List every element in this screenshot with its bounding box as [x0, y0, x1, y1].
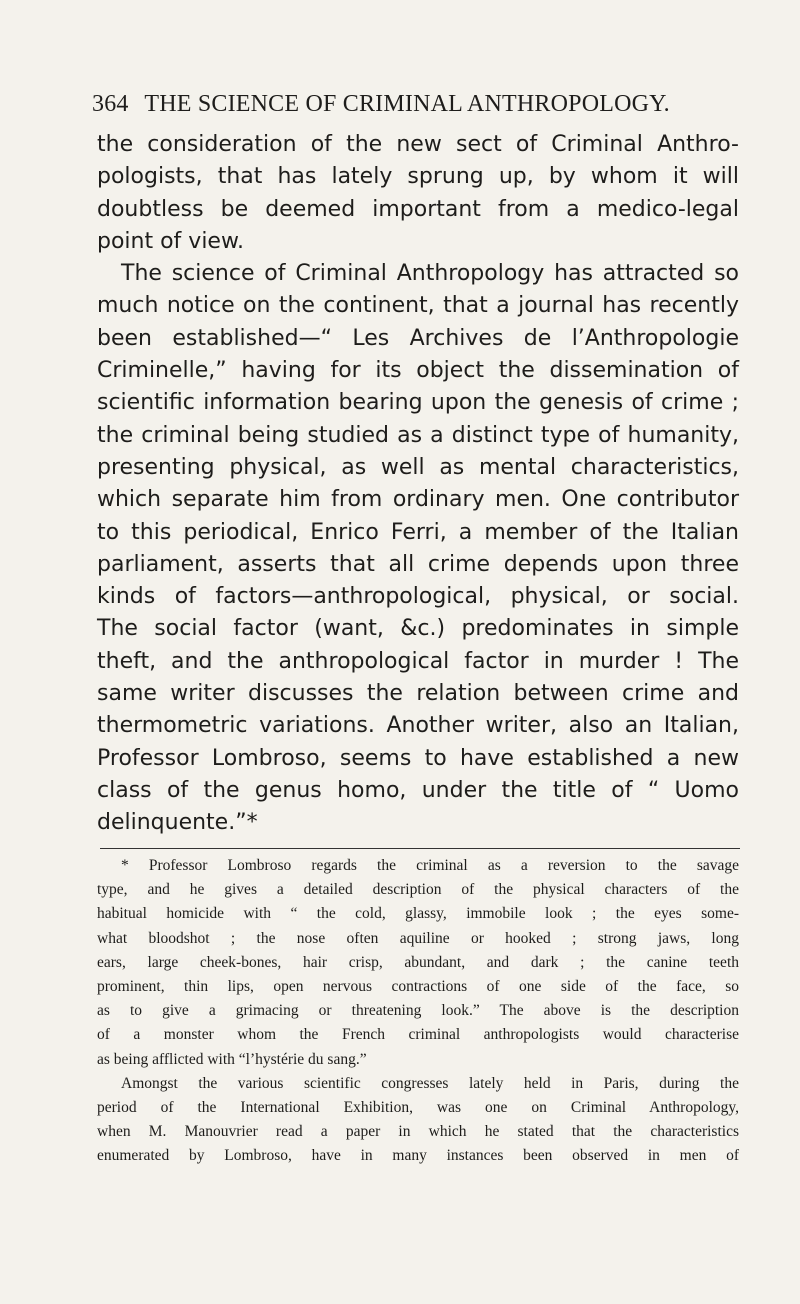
- body-line: pologists, that has lately sprung up, by whom it will: [97, 164, 739, 190]
- body-line: thermometric variations. Another writer, also an Italian,: [97, 713, 739, 739]
- footnote-line: Amongst the various scientific congresses lately held in Paris, during the: [121, 1074, 739, 1092]
- running-title: THE SCIENCE OF CRIMINAL ANTHROPOLOGY.: [144, 91, 670, 117]
- footnote-divider: [100, 848, 740, 849]
- body-line: parliament, asserts that all crime depends upon three: [97, 551, 739, 577]
- body-line: the criminal being studied as a distinct type of humanity,: [97, 422, 739, 448]
- body-line: Professor Lombroso, seems to have established a new: [97, 745, 739, 771]
- footnote-line: when M. Manouvrier read a paper in which he stated that the characteristics: [97, 1123, 739, 1141]
- body-line: to this periodical, Enrico Ferri, a member of the Italian: [97, 519, 739, 545]
- body-line: delinquente.”*: [97, 810, 258, 836]
- body-line: class of the genus homo, under the title of “ Uomo: [97, 777, 739, 803]
- body-line: point of view.: [97, 228, 244, 254]
- footnote-line: * Professor Lombroso regards the criminal as a reversion to the savage: [121, 857, 739, 874]
- body-line: much notice on the continent, that a journal has recently: [97, 293, 739, 319]
- body-text: [97, 129, 739, 840]
- body-line: theft, and the anthropological factor in murder ! The: [97, 648, 739, 674]
- body-line: same writer discusses the relation between crime and: [97, 681, 739, 707]
- body-line: Criminelle,” having for its object the dissemination of: [97, 358, 739, 384]
- footnote-line: what bloodshot ; the nose often aquiline or hooked ; strong jaws, long: [97, 929, 739, 947]
- body-line: which separate him from ordinary men. One contributor: [97, 487, 739, 513]
- footnote-line: as to give a grimacing or threatening look.” The above is the description: [97, 1002, 739, 1020]
- body-line: kinds of factors—anthropological, physical, or social.: [97, 584, 739, 610]
- body-line: been established—“ Les Archives de l’Anthropologie: [97, 325, 739, 351]
- body-line: the consideration of the new sect of Criminal Anthro-: [97, 132, 739, 157]
- body-line: doubtless be deemed important from a medico-legal: [97, 196, 739, 222]
- footnote-line: prominent, thin lips, open nervous contractions of one side of the face, so: [97, 977, 739, 995]
- footnote-line: enumerated by Lombroso, have in many instances been observed in men of: [97, 1147, 739, 1165]
- footnote-line: ears, large cheek-bones, hair crisp, abundant, and dark ; the canine teeth: [97, 953, 739, 971]
- footnote-line: as being afflicted with “l’hystérie du sang.”: [97, 1050, 367, 1068]
- body-line: The social factor (want, &c.) predominates in simple: [97, 616, 739, 642]
- body-line: scientific information bearing upon the genesis of crime ;: [97, 390, 739, 416]
- page-number: 364: [92, 91, 129, 117]
- running-head: [92, 90, 732, 118]
- body-line: presenting physical, as well as mental characteristics,: [97, 454, 739, 480]
- footnote: [97, 854, 739, 1168]
- footnote-line: habitual homicide with “ the cold, glassy, immobile look ; the eyes some-: [97, 905, 739, 923]
- footnote-line: type, and he gives a detailed description of the physical characters of the: [97, 881, 739, 899]
- body-line: The science of Criminal Anthropology has attracted so: [121, 261, 739, 287]
- footnote-line: of a monster whom the French criminal anthropologists would characterise: [97, 1026, 739, 1044]
- footnote-line: period of the International Exhibition, was one on Criminal Anthropology,: [97, 1098, 739, 1116]
